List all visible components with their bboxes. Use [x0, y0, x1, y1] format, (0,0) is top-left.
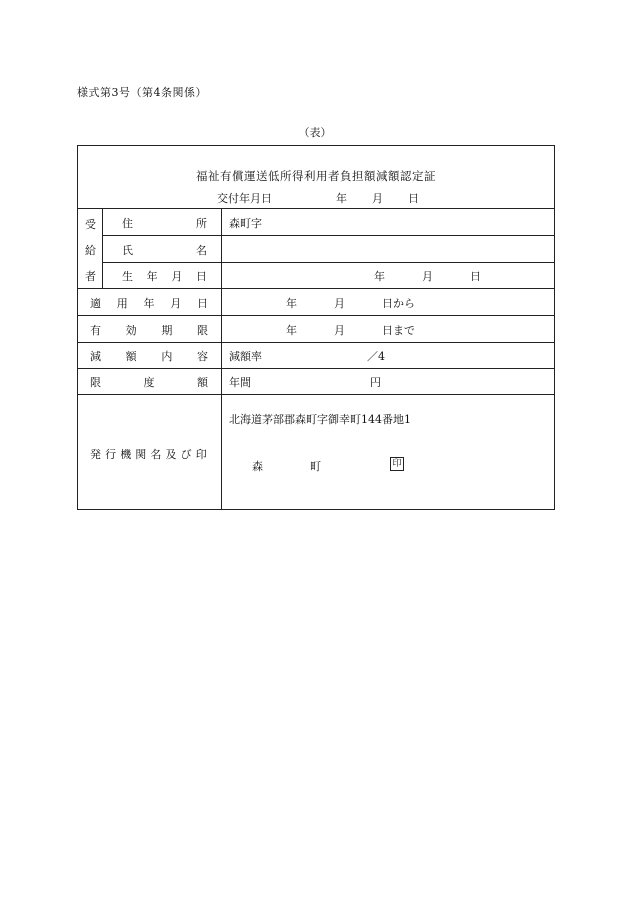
row-divider	[102, 262, 554, 263]
name-label: 氏 名	[122, 244, 207, 257]
seal-stamp-icon: 印	[390, 457, 404, 471]
side-label: （表）	[298, 126, 332, 139]
birth-month-unit: 月	[422, 270, 433, 283]
issue-year-unit: 年	[336, 192, 347, 205]
applicable-year-unit: 年	[286, 297, 297, 310]
reduction-label: 減 額 内 容	[90, 350, 208, 363]
address-value: 森町字	[229, 217, 262, 230]
limit-currency-unit: 円	[370, 376, 381, 389]
address-label: 住 所	[122, 217, 207, 230]
validity-year-unit: 年	[286, 324, 297, 337]
limit-label: 限 度 額	[90, 376, 208, 389]
recipient-group-char: 受	[85, 218, 96, 231]
reduction-rate-label: 減額率	[229, 350, 262, 363]
issuer-address: 北海道茅部郡森町字御幸町144番地1	[229, 413, 411, 426]
applicable-date-label: 適 用 年 月 日	[90, 297, 208, 310]
issue-date-label: 交付年月日	[217, 192, 272, 205]
form-number: 様式第3号（第4条関係）	[77, 86, 207, 99]
row-divider	[78, 394, 554, 395]
issuer-label: 発行機関名及び印	[90, 448, 211, 461]
birth-year-unit: 年	[374, 270, 385, 283]
validity-month-unit: 月	[334, 324, 345, 337]
validity-label: 有 効 期 限	[90, 324, 208, 337]
certificate-title: 福祉有償運送低所得利用者負担額減額認定証	[196, 169, 436, 183]
issue-day-unit: 日	[408, 192, 419, 205]
column-divider	[221, 208, 222, 510]
title-block	[78, 146, 554, 209]
validity-day-suffix: 日まで	[382, 324, 415, 337]
applicable-day-suffix: 日から	[382, 297, 415, 310]
issue-date-line	[78, 190, 554, 204]
reduction-rate-suffix: ／4	[367, 350, 385, 363]
issuer-name-char: 森	[252, 460, 263, 473]
row-divider	[78, 368, 554, 369]
birthdate-label: 生 年 月 日	[122, 270, 207, 283]
row-divider	[78, 288, 554, 289]
issuer-name-char: 町	[310, 460, 321, 473]
recipient-group-char: 給	[85, 244, 96, 257]
certificate-table	[77, 145, 555, 510]
row-divider	[78, 342, 554, 343]
birth-day-unit: 日	[470, 270, 481, 283]
limit-period-label: 年間	[229, 376, 251, 389]
applicable-month-unit: 月	[334, 297, 345, 310]
row-divider	[102, 235, 554, 236]
recipient-group-char: 者	[85, 270, 96, 283]
recipient-group-divider	[102, 208, 103, 288]
row-divider	[78, 315, 554, 316]
issue-month-unit: 月	[372, 192, 383, 205]
